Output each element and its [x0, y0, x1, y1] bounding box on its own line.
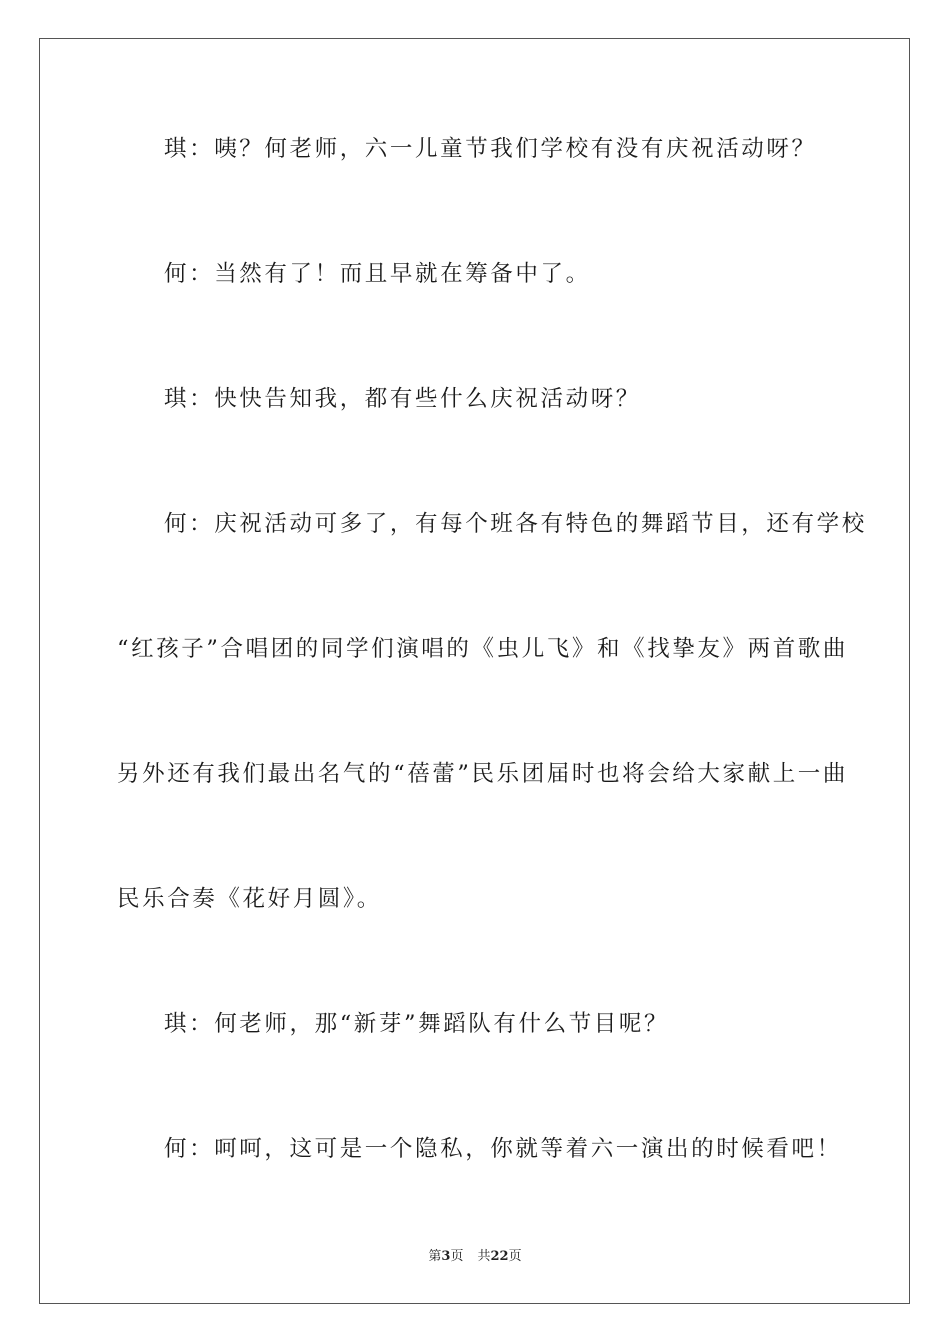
dialogue-line-1: 琪：咦？何老师，六一儿童节我们学校有没有庆祝活动呀？ [164, 136, 817, 162]
dialogue-line-2: 何：当然有了！而且早就在筹备中了。 [164, 261, 591, 287]
page-footer [0, 1248, 950, 1266]
total-prefix: 共 [477, 1249, 491, 1264]
page-total: 22 [490, 1249, 509, 1264]
page-border [39, 38, 910, 1304]
total-suffix: 页 [508, 1249, 522, 1264]
dialogue-line-8: 琪：何老师，那“新芽”舞蹈队有什么节目呢？ [164, 1011, 670, 1037]
dialogue-line-5: “红孩子”合唱团的同学们演唱的《虫儿飞》和《找挚友》两首歌曲 [117, 636, 849, 662]
dialogue-line-9: 何：呵呵，这可是一个隐私，你就等着六一演出的时候看吧！ [164, 1136, 842, 1162]
dialogue-line-7: 民乐合奏《花好月圆》。 [117, 886, 382, 912]
dialogue-line-4: 何：庆祝活动可多了，有每个班各有特色的舞蹈节目，还有学校 [164, 511, 867, 537]
dialogue-line-6: 另外还有我们最出名气的“蓓蕾”民乐团届时也将会给大家献上一曲 [117, 761, 849, 787]
page-suffix: 页 [450, 1249, 464, 1264]
page-prefix: 第 [428, 1249, 442, 1264]
page-current: 3 [441, 1249, 451, 1264]
dialogue-line-3: 琪：快快告知我，都有些什么庆祝活动呀？ [164, 386, 641, 412]
